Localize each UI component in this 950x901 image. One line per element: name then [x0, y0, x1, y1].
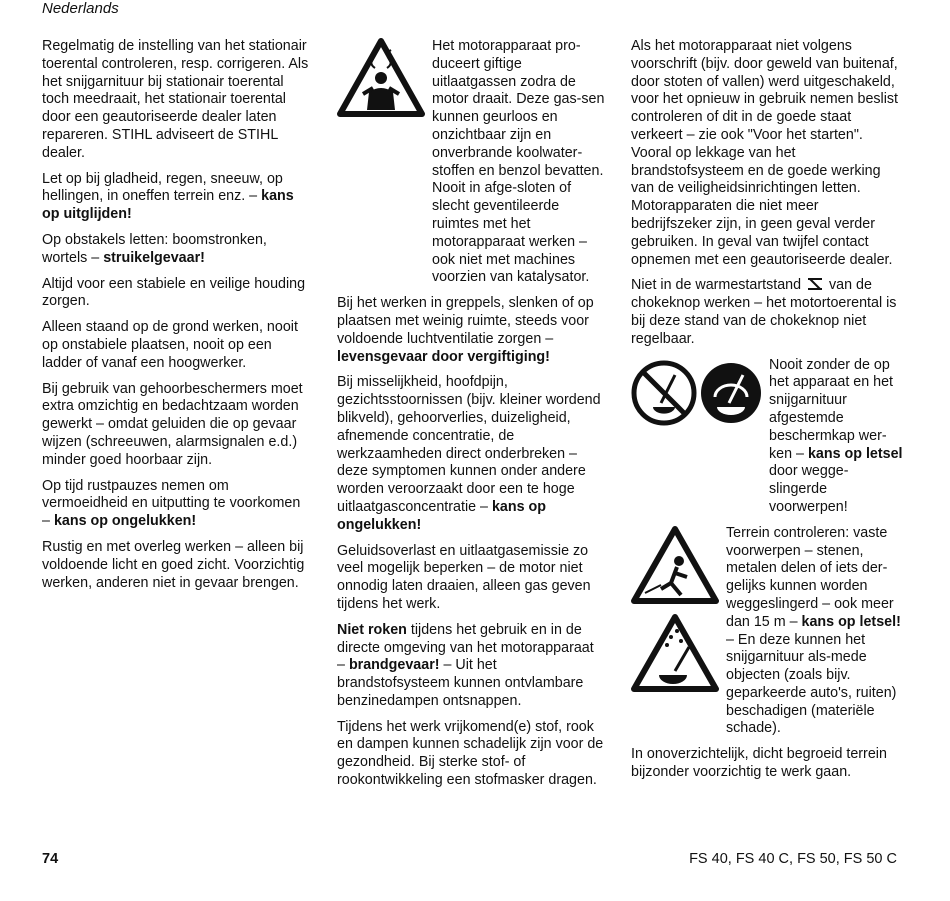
- paragraph: In onoverzichtelijk, dicht begroeid terrein bijzonder voorzichtig te werk gaan.: [631, 746, 887, 781]
- column-3: [631, 38, 903, 790]
- paragraph: Tijdens het werk vrijkomend(e) stof, rook en dampen kunnen schadelijk zijn voor de gezondheid. Bij sterke stof- of rookontwikkeling een stofmasker dragen.: [337, 718, 604, 789]
- paragraph: Op obstakels letten: boomstronken, wortels – struikelgevaar!: [42, 231, 267, 266]
- no-guard-prohibition-icons: [631, 357, 769, 517]
- thrown-objects-warning-icons: [631, 525, 726, 739]
- paragraph: Regelmatig de instelling van het stationair toerental controleren, resp. corrigeren. Als het snijgarnituur bij stationair toerental toch meedraait, het stationair toerental door een geautoriseerde dealer laten repareren. STIHL adviseert de STIHL dealer.: [42, 38, 309, 161]
- paragraph: Niet in de warmestartstand van de chokeknop werken – het motortoerental is bij deze stand van de chokeknop niet regelbaar.: [631, 277, 897, 347]
- terrain-warning-block: [631, 525, 903, 739]
- page-number: 74: [42, 851, 59, 867]
- column-2: [337, 38, 605, 798]
- toxic-fumes-warning-icon: [337, 38, 432, 287]
- paragraph: Bij het werken in greppels, slenken of op plaatsen met weinig ruimte, steeds voor voldoende luchtventilatie zorgen – levensgevaar door vergiftiging!: [337, 295, 594, 365]
- paragraph: Let op bij gladheid, regen, sneeuw, op hellingen, in oneffen terrein enz. – kans op uitglijden!: [42, 170, 294, 223]
- paragraph: Alleen staand op de grond werken, nooit op onstabiele plaatsen, nooit op een ladder of vanaf een hoogwerker.: [42, 319, 298, 371]
- language-label: Nederlands: [42, 0, 119, 17]
- paragraph: Op tijd rustpauzes nemen om vermoeidheid en uitputting te voorkomen – kans op ongelukken!: [42, 477, 301, 530]
- paragraph: Bij misselijkheid, hoofdpijn, gezichtsstoornissen (bijv. kleiner wordend blikveld), gehoorverlies, duizeligheid, afnemende concentratie, de werkzaamheden direct onderbreken – deze symptomen kunnen onder andere worden veroorzaakt door een te hoge uitlaatgasconcentratie – kans op ongelukken!: [337, 374, 601, 533]
- paragraph: Rustig en met overleg werken – alleen bij voldoende licht en goed zicht. Voorzichtig werken, anderen niet in gevaar brengen.: [42, 538, 305, 591]
- paragraph: Niet roken tijdens het gebruik en in de directe omgeving van het motorapparaat – brandgevaar! – Uit het brandstofsysteem kunnen ontvlambare benzinedampen ontsnappen.: [337, 621, 594, 709]
- exhaust-warning-block: [337, 38, 605, 287]
- paragraph: Altijd voor een stabiele en veilige houding zorgen.: [42, 275, 306, 310]
- paragraph: Geluidsoverlast en uitlaatgasemissie zo veel mogelijk beperken – de motor niet onnodig laten draaien, alleen gas geven tijdens het werk.: [337, 542, 591, 612]
- guard-warning-text: Nooit zonder de op het apparaat en het snijgarnituur afgestemde beschermkap wer-ken – kans op letsel door wegge-slingerde voorwerpen!: [769, 356, 903, 515]
- exhaust-warning-text: Het motorapparaat pro-duceert giftige uitlaatgassen zodra de motor draait. Deze gas-sen kunnen geurloos en onzichtbaar zijn en onverbrande koolwater-stoffen en benzol bevatten. Nooit in afge-sloten of slecht geventileerde ruimtes met het motorapparaat werken – ook niet met machines voorzien van katalysator.: [432, 38, 605, 286]
- guard-warning-block: [631, 357, 903, 517]
- terrain-warning-text: Terrein controleren: vaste voorwerpen – stenen, metalen delen of iets der-gelijks kunnen worden weggeslingerd – ook meer dan 15 m – kans op letsel! – En deze kunnen het snijgarnituur als-mede objecten (zoals bijv. geparkeerde auto's, ruiten) beschadigen (materiële schade).: [726, 524, 901, 737]
- column-1: [42, 38, 312, 600]
- model-designation: FS 40, FS 40 C, FS 50, FS 50 C: [689, 851, 897, 867]
- warm-start-symbol-icon: [807, 277, 823, 291]
- paragraph: Als het motorapparaat niet volgens voorschrift (bijv. door geweld van buitenaf, door stoten of vallen) werd uitgeschakeld, voor het opnieuw in gebruik nemen beslist controleren of dit in de goede staat verkeert – zie ook "Voor het starten". Vooral op lekkage van het brandstofsysteem en de goede werking van de veiligheidsinrichtingen letten. Motorapparaten die niet meer bedrijfszeker zijn, in geen geval verder gebruiken. In geval van twijfel contact opnemen met een geautoriseerde dealer.: [631, 38, 899, 268]
- paragraph: Bij gebruik van gehoorbeschermers moet extra omzichtig en bedachtzaam worden gewerkt – omdat geluiden die op gevaar wijzen (schreeuwen, alarmsignalen e.d.) minder goed hoorbaar zijn.: [42, 380, 303, 468]
